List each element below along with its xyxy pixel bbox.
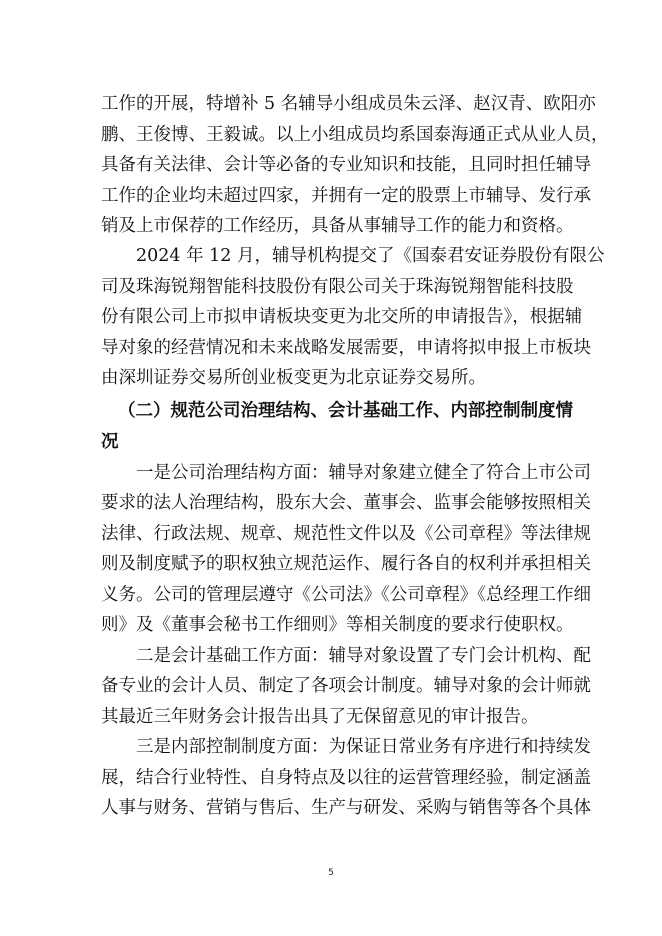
line-text: 备专业的会计人员、制定了各项会计制度。辅导对象的会计师就 — [101, 676, 591, 696]
line-text: 工作的开展，特增补 5 名辅导小组成员朱云泽、赵汉青、欧阳亦 — [101, 94, 596, 114]
line-text: 2024 年 12 月，辅导机构提交了《国泰君安证券股份有限公 — [136, 246, 605, 266]
line-text: 展，结合行业特性、自身特点及以往的运营管理经验，制定涵盖 — [101, 768, 591, 788]
line-text: 二是会计基础工作方面：辅导对象设置了专门会计机构、配 — [136, 646, 591, 666]
section-heading-continued — [0, 427, 662, 457]
section-heading — [0, 396, 662, 426]
line-text: 法律、行政法规、规章、规范性文件以及《公司章程》等法律规 — [101, 524, 591, 544]
text-line — [0, 89, 662, 119]
text-line — [0, 333, 662, 363]
paragraph-first-line — [0, 641, 662, 671]
line-text: 份有限公司上市拟申请板块变更为北交所的申请报告》，根据辅 — [101, 307, 583, 327]
paragraph-first-line — [0, 732, 662, 762]
text-line — [0, 549, 662, 579]
text-line — [0, 363, 662, 393]
line-text: 工作的企业均未超过四家，并拥有一定的股票上市辅导、发行承 — [101, 186, 591, 206]
line-text: 司及珠海锐翔智能科技股份有限公司关于珠海锐翔智能科技股 — [101, 277, 574, 297]
line-text: 则及制度赋予的职权独立规范运作、履行各自的权利并承担相关 — [101, 554, 591, 574]
line-text: 要求的法人治理结构，股东大会、董事会、监事会能够按照相关 — [101, 493, 591, 513]
line-text: 鹏、王俊博、王毅诚。以上小组成员均系国泰海通正式从业人员， — [101, 125, 609, 145]
text-line — [0, 181, 662, 211]
text-line — [0, 519, 662, 549]
line-text: 一是公司治理结构方面：辅导对象建立健全了符合上市公司 — [136, 463, 591, 483]
line-text: 三是内部控制制度方面：为保证日常业务有序进行和持续发 — [136, 737, 591, 757]
text-line — [0, 671, 662, 701]
text-line — [0, 272, 662, 302]
text-line — [0, 211, 662, 241]
line-text: 销及上市保荐的工作经历，具备从事辅导工作的能力和资格。 — [101, 216, 574, 236]
line-text: 人事与财务、营销与售后、生产与研发、采购与销售等各个具体 — [101, 798, 591, 818]
heading-text: （二）规范公司治理结构、会计基础工作、内部控制制度情 — [118, 401, 573, 421]
text-line — [0, 120, 662, 150]
line-text: 导对象的经营情况和未来战略发展需要，申请将拟申报上市板块 — [101, 338, 591, 358]
text-line — [0, 580, 662, 610]
line-text: 义务。公司的管理层遵守《公司法》《公司章程》《总经理工作细 — [101, 585, 591, 605]
line-text: 具备有关法律、会计等必备的专业知识和技能，且同时担任辅导 — [101, 155, 591, 175]
text-line — [0, 793, 662, 823]
text-line — [0, 150, 662, 180]
paragraph-first-line — [0, 241, 662, 271]
heading-text: 况 — [101, 432, 119, 452]
text-line — [0, 702, 662, 732]
line-text: 则》及《董事会秘书工作细则》等相关制度的要求行使职权。 — [101, 615, 574, 635]
page-number: 5 — [328, 868, 334, 878]
text-line — [0, 488, 662, 518]
line-text: 由深圳证券交易所创业板变更为北京证券交易所。 — [101, 368, 486, 388]
paragraph-first-line — [0, 458, 662, 488]
text-line — [0, 763, 662, 793]
text-line — [0, 302, 662, 332]
text-line — [0, 610, 662, 640]
line-text: 其最近三年财务会计报告出具了无保留意见的审计报告。 — [101, 707, 539, 727]
